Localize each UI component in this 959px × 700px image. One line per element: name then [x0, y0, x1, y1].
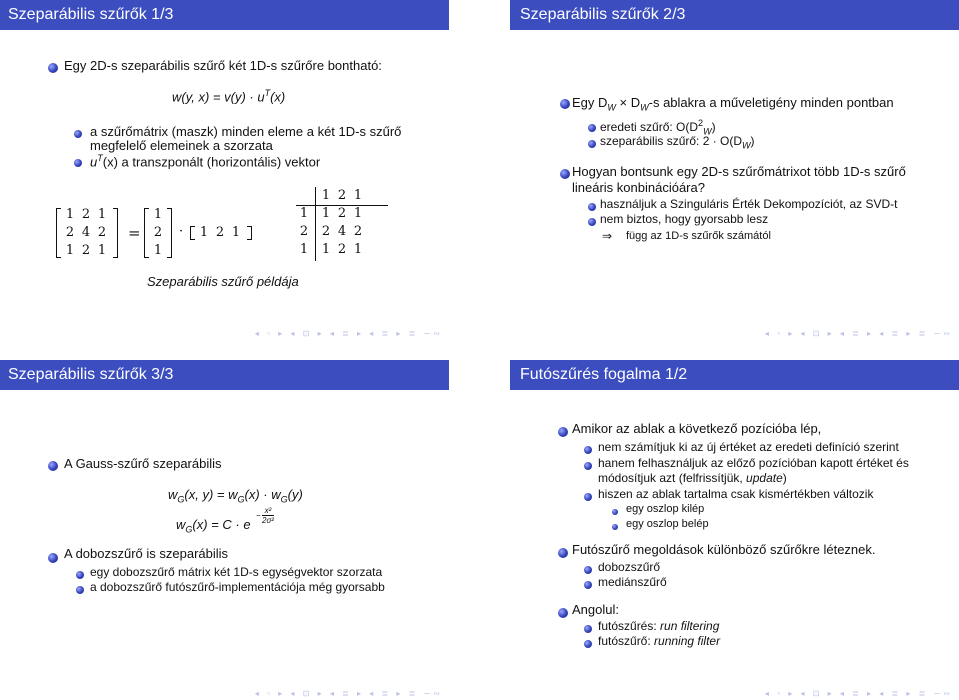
table-cell: 2 [337, 242, 347, 257]
s1b-italic: update [746, 471, 783, 485]
bracket-left [190, 226, 195, 240]
s3a-pre: futószűrés: [598, 619, 661, 633]
equals-sign: = [128, 224, 141, 242]
slide-3 [0, 360, 449, 698]
table-cell: 1 [299, 242, 309, 257]
exp-num: x² [264, 506, 272, 515]
vector-row [150, 206, 166, 224]
table-cell: 1 [299, 206, 309, 221]
bullet-icon [588, 140, 596, 148]
bullet-icon [584, 462, 592, 470]
bullet-2: Futószűrő megoldások különböző szűrőkre léteznek. [572, 542, 876, 557]
table-cell: 2 [353, 224, 363, 239]
bullet-2: A dobozszűrő is szeparábilis [64, 546, 229, 561]
slide-4-title: Futószűrés fogalma 1/2 [510, 360, 959, 390]
s3a-italic: run filtering [660, 619, 720, 633]
sub-3a [598, 619, 719, 633]
sub1b-end: ) [750, 134, 755, 148]
matrix-cell: 4 [81, 225, 91, 240]
bracket-left [144, 208, 149, 258]
bracket-right [113, 208, 118, 258]
f1-part: w [168, 487, 178, 502]
sub-2a: egy dobozszűrő mátrix két 1D-s egységvektor szorzata [90, 565, 383, 579]
sub1b-sub: W [742, 140, 751, 151]
sub-2a: dobozszűrő [598, 560, 661, 574]
bullet-icon [48, 461, 58, 471]
sub1a-sup: 2 [698, 118, 704, 128]
u-var: u [90, 154, 98, 170]
slide-2 [510, 0, 959, 338]
bullet-icon [76, 586, 84, 594]
slide-3-title: Szeparábilis szűrők 3/3 [0, 360, 449, 390]
bullet-1 [572, 95, 894, 113]
b1-mid: × D [615, 95, 641, 110]
bullet-text-1b: megfelelő elemeinek a szorzata [90, 138, 273, 153]
table-cell: 1 [353, 188, 363, 203]
table-hline [296, 205, 388, 206]
bullet-2-line2: lineáris konbinációára? [572, 180, 705, 195]
table-row [296, 241, 384, 259]
u-desc: (x) a transzponált (horizontális) vektor [102, 154, 321, 170]
bullet-icon [584, 581, 592, 589]
sub1a-text: eredeti szűrő: O(D [600, 120, 699, 134]
bullet-1: Amikor az ablak a következő pozícióba lép, [572, 421, 822, 436]
sub-2b: a dobozszűrő futószűrő-implementációja még gyorsabb [90, 580, 385, 594]
sub-1b [600, 134, 755, 150]
sub1a-sub: W [703, 126, 712, 137]
table-row [296, 223, 384, 241]
bullet-1: A Gauss-szűrő szeparábilis [64, 456, 222, 471]
matrix-row [62, 224, 112, 242]
gauss-formula-1 [168, 487, 303, 505]
bracket-right [247, 226, 252, 240]
vector-cell: 2 [215, 225, 225, 240]
bullet-icon [560, 99, 570, 109]
table-cell: 2 [337, 188, 347, 203]
slide-1-title: Szeparábilis szűrők 1/3 [0, 0, 449, 30]
sub1b-text: szeparábilis szűrő: 2 · O(D [600, 134, 743, 148]
table-cell: 2 [321, 224, 331, 239]
figure-caption: Szeparábilis szűrő példája [147, 274, 299, 289]
table-row [296, 205, 384, 223]
f2-part: (x) = C · e [192, 517, 251, 532]
vector-cell: 1 [153, 243, 163, 258]
nav-controls[interactable]: ◂ ▫ ▸ ◂ ⊡ ▸ ◂ ≣ ▸ ◂ ≣ ▸ ≣ ∽∾ [764, 329, 953, 338]
bullet-icon [558, 427, 568, 437]
f1-part: (y) [287, 487, 303, 502]
b1-sub: W [607, 102, 616, 113]
formula [172, 88, 285, 104]
slide-1 [0, 0, 449, 338]
dot-operator: · [179, 224, 184, 239]
table-cell: 1 [321, 242, 331, 257]
bullet-icon [584, 625, 592, 633]
bullet-icon [558, 608, 568, 618]
formula-main: w(y, x) = v(y) · u [172, 89, 265, 105]
bullet-icon [76, 571, 84, 579]
vector-row [196, 224, 246, 242]
gauss-exponent [256, 506, 274, 525]
product-table [296, 187, 384, 259]
matrix-cell: 1 [65, 207, 75, 222]
table-vline [315, 187, 316, 261]
f1-part: (x, y) = w [184, 487, 238, 502]
vector-row [150, 224, 166, 242]
nav-controls[interactable]: ◂ ▫ ▸ ◂ ⊡ ▸ ◂ ≣ ▸ ◂ ≣ ▸ ≣ ∽∾ [254, 689, 443, 698]
formula-sup: T [264, 88, 271, 98]
sub1a-end: ) [711, 120, 716, 134]
bullet-icon [74, 159, 82, 167]
matrix-cell: 1 [97, 243, 107, 258]
f2-part: w [176, 517, 186, 532]
bullet-icon [48, 63, 58, 73]
f1-part: (x) · w [244, 487, 281, 502]
sub-1c-2: egy oszlop belép [626, 518, 709, 530]
vector-cell: 1 [199, 225, 209, 240]
nav-controls[interactable]: ◂ ▫ ▸ ◂ ⊡ ▸ ◂ ≣ ▸ ◂ ≣ ▸ ≣ ∽∾ [254, 329, 443, 338]
vector-row [150, 242, 166, 260]
bullet-icon [560, 169, 570, 179]
bullet-icon [584, 446, 592, 454]
bullet-icon [612, 524, 618, 530]
matrix-left [62, 206, 112, 260]
row-vector [196, 224, 246, 242]
matrix-cell: 1 [65, 243, 75, 258]
bracket-left [56, 208, 61, 258]
table-cell: 2 [299, 224, 309, 239]
bullet-icon [584, 640, 592, 648]
bullet-icon [584, 493, 592, 501]
vector-cell: 1 [153, 207, 163, 222]
bullet-text-2 [90, 153, 320, 169]
f1-sub: G [177, 494, 185, 505]
table-cell: 1 [353, 206, 363, 221]
matrix-cell: 2 [97, 225, 107, 240]
table-cell: 1 [353, 242, 363, 257]
exp-den: 2σ² [262, 516, 274, 525]
sub-2c: függ az 1D-s szűrők számától [626, 230, 771, 242]
slide-4 [510, 360, 959, 698]
bullet-icon [74, 130, 82, 138]
f1-sub: G [237, 494, 245, 505]
sub-2a: használjuk a Szinguláris Érték Dekompozíciót, az SVD-t [600, 197, 898, 211]
matrix-cell: 2 [81, 243, 91, 258]
s1b-post: ) [782, 471, 787, 485]
sub-1b-line1: hanem felhasználjuk az előző pozícióban kapott értéket és [598, 456, 909, 470]
bullet-icon [588, 124, 596, 132]
matrix-cell: 1 [97, 207, 107, 222]
matrix-cell: 2 [81, 207, 91, 222]
formula-end: (x) [270, 89, 286, 105]
bullet-icon [612, 509, 618, 515]
s3b-pre: futószűrő: [598, 634, 655, 648]
sub-1c-1: egy oszlop kilép [626, 503, 705, 515]
sub-3b [598, 634, 720, 648]
sub-1a: nem számítjuk ki az új értéket az eredeti definíció szerint [598, 440, 899, 454]
sub-2b: nem biztos, hogy gyorsabb lesz [600, 212, 769, 226]
b1-sub: W [640, 102, 649, 113]
s3b-italic: running filter [654, 634, 721, 648]
vector-cell: 2 [153, 225, 163, 240]
b1-end: -s ablakra a műveletigény minden pontban [648, 95, 894, 110]
bullet-icon [48, 553, 58, 563]
bullet-text-1: a szűrőmátrix (maszk) minden eleme a két 1D-s szűrő [90, 124, 402, 139]
f1-sub: G [280, 494, 288, 505]
slide-2-title: Szeparábilis szűrők 2/3 [510, 0, 959, 30]
table-header [296, 187, 384, 205]
column-vector [150, 206, 166, 260]
gauss-formula-2 [176, 517, 251, 535]
intro-text: Egy 2D-s szeparábilis szűrő két 1D-s szűrőre bontható: [64, 58, 382, 73]
bullet-2-line1: Hogyan bontsunk egy 2D-s szűrőmátrixot több 1D-s szűrő [572, 164, 906, 179]
matrix-cell: 2 [65, 225, 75, 240]
sub-1b-line2 [598, 471, 787, 485]
f2-sub: G [185, 524, 193, 535]
matrix-row [62, 206, 112, 224]
sub-2b: mediánszűrő [598, 575, 667, 589]
u-sup: T [97, 153, 103, 163]
matrix-row [62, 242, 112, 260]
bullet-icon [588, 203, 596, 211]
table-cell: 4 [337, 224, 347, 239]
bullet-icon [584, 566, 592, 574]
bullet-icon [558, 548, 568, 558]
bracket-right [167, 208, 172, 258]
b1-part: Egy D [572, 95, 608, 110]
table-cell: 2 [337, 206, 347, 221]
exp-minus: − [256, 511, 261, 520]
bullet-icon [588, 218, 596, 226]
nav-controls[interactable]: ◂ ▫ ▸ ◂ ⊡ ▸ ◂ ≣ ▸ ◂ ≣ ▸ ≣ ∽∾ [764, 689, 953, 698]
s1b-pre: módosítjuk azt (felfrissítjük, [598, 471, 747, 485]
table-cell: 1 [321, 188, 331, 203]
table-cell: 1 [321, 206, 331, 221]
implies-icon: ⇒ [602, 229, 613, 243]
sub-1c: hiszen az ablak tartalma csak kismértékben változik [598, 487, 874, 501]
bullet-3: Angolul: [572, 602, 619, 617]
vector-cell: 1 [231, 225, 241, 240]
